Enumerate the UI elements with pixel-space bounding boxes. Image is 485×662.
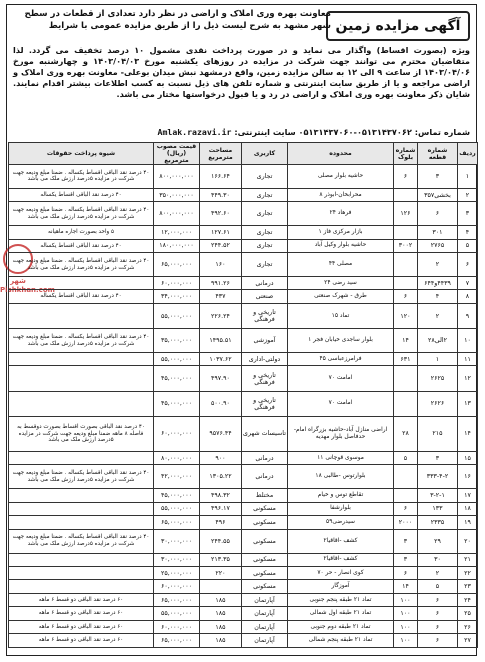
cell-usage: تجاری bbox=[242, 165, 288, 189]
cell-row-number: ۲۵ bbox=[458, 607, 478, 620]
cell-row-number: ۱۸ bbox=[458, 502, 478, 515]
table-row bbox=[9, 502, 478, 515]
table-row bbox=[9, 329, 478, 353]
cell-parcel-number: ۲الی۲۸ bbox=[418, 329, 458, 353]
cell-payment-terms: ۵ واحد بصورت اجاره ماهیانه bbox=[9, 226, 154, 239]
cell-size: ۲۴۴.۵۵ bbox=[200, 529, 242, 553]
cell-usage: تجاری bbox=[242, 253, 288, 277]
cell-usage: مسکونی bbox=[242, 516, 288, 529]
cell-block-number bbox=[394, 489, 418, 502]
table-row bbox=[9, 634, 478, 648]
cell-payment-terms: ۴۰ درصد نقد الباقی اقساط یکساله bbox=[9, 239, 154, 252]
cell-parcel-number: ۶ bbox=[418, 607, 458, 620]
table-row bbox=[9, 391, 478, 416]
cell-block-number: ۱۴ bbox=[394, 329, 418, 353]
cell-row-number: ۲۰ bbox=[458, 529, 478, 553]
cell-block-number: ۱۲۰ bbox=[394, 303, 418, 328]
cell-usage: آپارتمان bbox=[242, 607, 288, 620]
cell-size: ۱۲۷.۶۱ bbox=[200, 226, 242, 239]
cell-row-number: ۱۲ bbox=[458, 366, 478, 391]
cell-area-location: اراضی منازل آباد-حاشیه بزرگراه امام-حدفاصل بلوار مهدیه bbox=[288, 416, 394, 451]
table-row bbox=[9, 553, 478, 566]
cell-payment-terms: ۴۰ درصد نقد الباقی اقساط یکساله . ضمنا مبلغ ودیعه جهت شرکت در مزایده ۵درصد ارزش ملک می باشد bbox=[9, 329, 154, 353]
table-row bbox=[9, 366, 478, 391]
cell-usage: درمانی bbox=[242, 465, 288, 489]
cell-price: ۴۵,۰۰۰,۰۰۰ bbox=[154, 391, 200, 416]
cell-area-location: حاشیه بلوار مصلی bbox=[288, 165, 394, 189]
cell-price: ۱۸۰,۰۰۰,۰۰۰ bbox=[154, 239, 200, 252]
cell-size bbox=[200, 580, 242, 593]
table-row bbox=[9, 516, 478, 529]
cell-usage: تاریخی و فرهنگی bbox=[242, 366, 288, 391]
header-price: قیمت مصوب (ریال) مترمربع bbox=[154, 143, 200, 165]
cell-area-location: محرابخان-ابوذر ۸ bbox=[288, 188, 394, 201]
header-block-number: شماره بلوک bbox=[394, 143, 418, 165]
cell-area-location: مصلی ۴۴ bbox=[288, 253, 394, 277]
cell-block-number: ۶۳۱ bbox=[394, 353, 418, 366]
cell-area-location: سید رضی ۲۴ bbox=[288, 276, 394, 289]
header-parcel-number: شماره قطعه bbox=[418, 143, 458, 165]
table-row bbox=[9, 580, 478, 593]
cell-block-number: ۳۰۰۲ bbox=[394, 239, 418, 252]
cell-area-location: حاشیه بلوار وکیل آباد bbox=[288, 239, 394, 252]
cell-parcel-number: ۴۴۳۹و۶۴۴ bbox=[418, 276, 458, 289]
cell-block-number: ۱۰۰ bbox=[394, 620, 418, 633]
cell-row-number: ۲ bbox=[458, 188, 478, 201]
cell-row-number: ۲۱ bbox=[458, 553, 478, 566]
cell-size: ۱۸۵ bbox=[200, 620, 242, 633]
cell-price: ۵۵,۰۰۰,۰۰۰ bbox=[154, 502, 200, 515]
cell-area-location: تماد ۲۱ طبقه دوم جنوبی bbox=[288, 620, 394, 633]
cell-parcel-number: بخشی۳۵۷ bbox=[418, 188, 458, 201]
ad-title: آگهی مزایده زمین bbox=[326, 11, 470, 41]
table-row bbox=[9, 290, 478, 303]
cell-parcel-number: ۲ bbox=[418, 303, 458, 328]
table-row bbox=[9, 529, 478, 553]
cell-payment-terms bbox=[9, 276, 154, 289]
cell-parcel-number: ۳۰ bbox=[418, 553, 458, 566]
cell-payment-terms bbox=[9, 489, 154, 502]
cell-price: ۶۰,۰۰۰,۰۰۰ bbox=[154, 416, 200, 451]
cell-price: ۱۲,۰۰۰,۰۰۰ bbox=[154, 226, 200, 239]
cell-size: ۱۴۹۵.۵۱ bbox=[200, 329, 242, 353]
cell-parcel-number: ۲۱۵ bbox=[418, 416, 458, 451]
watermark-text-2: Pishkhan.com bbox=[0, 286, 55, 294]
header-row-number: ردیف bbox=[458, 143, 478, 165]
header-usage: کاربری bbox=[242, 143, 288, 165]
cell-size: ۱۸۵ bbox=[200, 634, 242, 648]
cell-area-location: فرامرزعباسی ۴۵ bbox=[288, 353, 394, 366]
cell-row-number: ۱۴ bbox=[458, 416, 478, 451]
cell-size: ۱۸۵ bbox=[200, 607, 242, 620]
table-row bbox=[9, 226, 478, 239]
cell-row-number: ۸ bbox=[458, 290, 478, 303]
cell-price: ۶۵,۰۰۰,۰۰۰ bbox=[154, 593, 200, 606]
cell-parcel-number: ۴ bbox=[418, 290, 458, 303]
cell-row-number: ۹ bbox=[458, 303, 478, 328]
cell-row-number: ۱۰ bbox=[458, 329, 478, 353]
cell-parcel-number: ۶ bbox=[418, 620, 458, 633]
cell-parcel-number: ۲ bbox=[418, 253, 458, 277]
cell-block-number bbox=[394, 366, 418, 391]
watermark-text-1: شهر bbox=[10, 277, 26, 285]
cell-area-location: سیدرضی۵۹ bbox=[288, 516, 394, 529]
cell-price: ۶۰,۰۰۰,۰۰۰ bbox=[154, 580, 200, 593]
cell-price: ۶۰,۰۰۰,۰۰۰ bbox=[154, 620, 200, 633]
cell-price: ۵۵,۰۰۰,۰۰۰ bbox=[154, 303, 200, 328]
cell-price: ۳۵,۰۰۰,۰۰۰ bbox=[154, 329, 200, 353]
cell-area-location: فرهاد ۲۴ bbox=[288, 202, 394, 226]
cell-area-location: امامت ۷۰ bbox=[288, 366, 394, 391]
cell-area-location: کشف -اقاقیا۲ bbox=[288, 553, 394, 566]
cell-area-location: بلوارشفا bbox=[288, 502, 394, 515]
cell-parcel-number: ۲۶۲۵ bbox=[418, 366, 458, 391]
cell-payment-terms: ۴۰ درصد نقد الباقی بصورت اقساط بصورت دوقسط به فاصله ۸ ماهه ضمنا مبلغ ودیعه جهت شرکت در مزایده ۵درصد ارزش ملک می باشد bbox=[9, 416, 154, 451]
cell-price: ۶۰,۰۰۰,۰۰۰ bbox=[154, 276, 200, 289]
cell-usage: مسکونی bbox=[242, 580, 288, 593]
table-row bbox=[9, 620, 478, 633]
cell-price: ۴۵,۰۰۰,۰۰۰ bbox=[154, 366, 200, 391]
cell-price: ۸۰۰,۰۰۰,۰۰۰ bbox=[154, 165, 200, 189]
cell-parcel-number: ۲۶۲۶ bbox=[418, 391, 458, 416]
cell-area-location: موسوی قوچانی ۱۱ bbox=[288, 451, 394, 464]
cell-payment-terms: ۶۰ درصد نقد الباقی دو قسط ۶ ماهه bbox=[9, 620, 154, 633]
cell-row-number: ۶ bbox=[458, 253, 478, 277]
cell-parcel-number: ۶ bbox=[418, 202, 458, 226]
auction-table bbox=[8, 142, 478, 648]
table-row bbox=[9, 188, 478, 201]
cell-row-number: ۱۹ bbox=[458, 516, 478, 529]
cell-size: ۴۹۶ bbox=[200, 516, 242, 529]
cell-size: ۹۵۷۶.۴۴ bbox=[200, 416, 242, 451]
cell-parcel-number: ۵ bbox=[418, 580, 458, 593]
cell-block-number bbox=[394, 391, 418, 416]
cell-payment-terms: ۴۰ درصد نقد الباقی اقساط یکساله bbox=[9, 188, 154, 201]
cell-parcel-number: ۲۷۶۵ bbox=[418, 239, 458, 252]
cell-row-number: ۴ bbox=[458, 226, 478, 239]
cell-price: ۸۰,۰۰۰,۰۰۰ bbox=[154, 451, 200, 464]
cell-block-number bbox=[394, 253, 418, 277]
cell-payment-terms bbox=[9, 303, 154, 328]
cell-area-location: امامت ۷۰ bbox=[288, 391, 394, 416]
cell-price: ۲۵,۰۰۰,۰۰۰ bbox=[154, 566, 200, 579]
cell-area-location: کشف -اقاقیا۲ bbox=[288, 529, 394, 553]
cell-size: ۱۶۰ bbox=[200, 253, 242, 277]
cell-parcel-number: ۳ bbox=[418, 451, 458, 464]
cell-size: ۱۰۳۷.۶۲ bbox=[200, 353, 242, 366]
cell-parcel-number: ۶ bbox=[418, 634, 458, 648]
cell-block-number bbox=[394, 188, 418, 201]
cell-area-location: تماد ۱۵ bbox=[288, 303, 394, 328]
header-size: مساحت مترمربع bbox=[200, 143, 242, 165]
cell-payment-terms: ۴۰ درصد نقد الباقی اقساط یکساله bbox=[9, 290, 154, 303]
cell-size: ۲۱۳.۳۵ bbox=[200, 553, 242, 566]
cell-payment-terms bbox=[9, 516, 154, 529]
cell-parcel-number: ۳۳۳-۴-۲ bbox=[418, 465, 458, 489]
cell-parcel-number: ۱ bbox=[418, 353, 458, 366]
cell-size: ۱۶۶.۶۴ bbox=[200, 165, 242, 189]
cell-block-number: ۶ bbox=[394, 502, 418, 515]
cell-block-number: ۱۲۶ bbox=[394, 202, 418, 226]
cell-price: ۸۰۰,۰۰۰,۰۰۰ bbox=[154, 202, 200, 226]
cell-payment-terms bbox=[9, 502, 154, 515]
cell-payment-terms: ۶۰ درصد نقد الباقی دو قسط ۶ ماهه bbox=[9, 634, 154, 648]
table-row bbox=[9, 202, 478, 226]
cell-price: ۶۵,۰۰۰,۰۰۰ bbox=[154, 634, 200, 648]
table-row bbox=[9, 416, 478, 451]
cell-price: ۴۵,۰۰۰,۰۰۰ bbox=[154, 489, 200, 502]
cell-size: ۱۸۵ bbox=[200, 593, 242, 606]
cell-block-number: ۶ bbox=[394, 290, 418, 303]
cell-row-number: ۱۱ bbox=[458, 353, 478, 366]
table-row bbox=[9, 276, 478, 289]
cell-usage: مختلط bbox=[242, 489, 288, 502]
cell-block-number: ۶ bbox=[394, 566, 418, 579]
cell-block-number: ۱۰۰ bbox=[394, 634, 418, 648]
cell-usage: مسکونی bbox=[242, 502, 288, 515]
cell-usage: آموزشی bbox=[242, 329, 288, 353]
cell-price: ۳۰,۰۰۰,۰۰۰ bbox=[154, 529, 200, 553]
table-row bbox=[9, 253, 478, 277]
cell-block-number bbox=[394, 276, 418, 289]
table-header-row bbox=[9, 143, 478, 165]
cell-parcel-number: ۳ bbox=[418, 165, 458, 189]
cell-area-location: بلوارتوس -طالبی ۱۸ bbox=[288, 465, 394, 489]
cell-row-number: ۱۵ bbox=[458, 451, 478, 464]
cell-row-number: ۵ bbox=[458, 239, 478, 252]
cell-payment-terms bbox=[9, 391, 154, 416]
cell-usage: تجاری bbox=[242, 239, 288, 252]
cell-row-number: ۲۳ bbox=[458, 580, 478, 593]
cell-size: ۲۲۰ bbox=[200, 566, 242, 579]
cell-size: ۴۳۷ bbox=[200, 290, 242, 303]
cell-price: ۶۵,۰۰۰,۰۰۰ bbox=[154, 253, 200, 277]
cell-area-location: بلوار ساجدی خیابان فجر ۱ bbox=[288, 329, 394, 353]
cell-area-location: طرق - شهرک صنعتی bbox=[288, 290, 394, 303]
cell-block-number: ۲۰۰۰ bbox=[394, 516, 418, 529]
cell-block-number bbox=[394, 226, 418, 239]
contact-row bbox=[13, 127, 470, 137]
cell-payment-terms bbox=[9, 566, 154, 579]
cell-row-number: ۱ bbox=[458, 165, 478, 189]
cell-area-location: بازار مرکزی فاز ۱ bbox=[288, 226, 394, 239]
cell-size: ۴۴۹.۳۰ bbox=[200, 188, 242, 201]
cell-usage: مسکونی bbox=[242, 529, 288, 553]
cell-usage: مسکونی bbox=[242, 553, 288, 566]
cell-parcel-number: ۶ bbox=[418, 593, 458, 606]
cell-price: ۶۵,۰۰۰,۰۰۰ bbox=[154, 516, 200, 529]
cell-row-number: ۱۷ bbox=[458, 489, 478, 502]
cell-parcel-number: ۳-۲-۱ bbox=[418, 489, 458, 502]
cell-area-location: کوی انصار - حر ۷۰ bbox=[288, 566, 394, 579]
cell-usage: آپارتمان bbox=[242, 634, 288, 648]
cell-row-number: ۱۶ bbox=[458, 465, 478, 489]
cell-area-location: تماد ۲۱ طبقه اول شمالی bbox=[288, 607, 394, 620]
cell-block-number: ۳ bbox=[394, 529, 418, 553]
cell-payment-terms: ۴۰ درصد نقد الباقی اقساط یکساله . ضمنا مبلغ ودیعه جهت شرکت در مزایده ۵درصد ارزش ملک می باشد bbox=[9, 253, 154, 277]
cell-price: ۳۵۰,۰۰۰,۰۰۰ bbox=[154, 188, 200, 201]
cell-payment-terms bbox=[9, 353, 154, 366]
cell-row-number: ۷ bbox=[458, 276, 478, 289]
cell-usage: دولتی-اداری bbox=[242, 353, 288, 366]
cell-usage: تاریخی و فرهنگی bbox=[242, 303, 288, 328]
header-area-location: محدوده bbox=[288, 143, 394, 165]
cell-usage: تجاری bbox=[242, 202, 288, 226]
cell-usage: درمانی bbox=[242, 276, 288, 289]
table-row bbox=[9, 303, 478, 328]
cell-price: ۳۰,۰۰۰,۰۰۰ bbox=[154, 553, 200, 566]
cell-usage: تاسیسات شهری bbox=[242, 416, 288, 451]
cell-parcel-number: ۲۳۳۵ bbox=[418, 516, 458, 529]
cell-payment-terms bbox=[9, 451, 154, 464]
cell-usage: درمانی bbox=[242, 451, 288, 464]
cell-payment-terms: ۴۰ درصد نقد الباقی اقساط یکساله . ضمنا مبلغ ودیعه جهت شرکت در مزایده ۵درصد ارزش ملک می باشد bbox=[9, 165, 154, 189]
cell-price: ۳۴,۰۰۰,۰۰۰ bbox=[154, 290, 200, 303]
cell-area-location: تقاطع توس و خیام bbox=[288, 489, 394, 502]
cell-payment-terms: ۴۰ درصد نقد الباقی اقساط یکساله . ضمنا مبلغ ودیعه جهت شرکت در مزایده ۵درصد ارزش ملک می باشد bbox=[9, 529, 154, 553]
cell-row-number: ۲۴ bbox=[458, 593, 478, 606]
cell-payment-terms: ۴۰ درصد نقد الباقی اقساط یکساله . ضمنا مبلغ ودیعه جهت شرکت در مزایده ۵درصد ارزش ملک می باشد bbox=[9, 465, 154, 489]
contact-phones: شماره تماس: ۰۵۱۳۱۴۳۷۰۶۲-۰۵۱۳۱۴۳۷۰۶۰ سایت اینترنتی: bbox=[234, 127, 470, 137]
table-row bbox=[9, 489, 478, 502]
cell-usage: تجاری bbox=[242, 188, 288, 201]
cell-area-location: آموزگار bbox=[288, 580, 394, 593]
cell-parcel-number: ۳۰۱ bbox=[418, 226, 458, 239]
table-row bbox=[9, 593, 478, 606]
cell-block-number: ۱۴ bbox=[394, 580, 418, 593]
cell-payment-terms bbox=[9, 553, 154, 566]
cell-area-location: تماد ۲۱ طبقه پنجم جنوبی bbox=[288, 593, 394, 606]
ad-intro-text: ویژه (بصورت اقساط) واگذار می نماید و در صورت پرداخت نقدی مشمول ۱۰ درصد تخفیف می گردد. لذا متقاضیان محترم می توانند جهت شرکت در مزایده در روزهای یکشنبه مورخ ۱۴۰۳/۰۴/۰۳ و چهارشنبه مورخ ۱۴۰۳/۰۴/۰۶ از ساعت ۹ الی ۱۲ به سالن مزایده زمین، واقع درمشهد نبش میدان بوعلی- معاونت بهره وری املاک و اراضی مراجعه و یا از طریق سایت اینترنتی و شماره تلفن های ذیل نسبت به کسب اطلاعات بیشتر اقدام نمایند. شایان ذکر معاونت بهره وری املاک و اراضی در رد و یا قبول درخواستها مختار می باشد. bbox=[13, 45, 470, 99]
cell-usage: مسکونی bbox=[242, 566, 288, 579]
table-row bbox=[9, 566, 478, 579]
table-row bbox=[9, 607, 478, 620]
cell-payment-terms bbox=[9, 366, 154, 391]
cell-block-number: ۵ bbox=[394, 451, 418, 464]
website-link[interactable]: Amlak.razavi.ir bbox=[157, 127, 232, 137]
cell-block-number: ۲۸ bbox=[394, 416, 418, 451]
table-row bbox=[9, 465, 478, 489]
cell-size: ۴۹۷.۹۰ bbox=[200, 366, 242, 391]
cell-row-number: ۲۲ bbox=[458, 566, 478, 579]
cell-block-number bbox=[394, 465, 418, 489]
cell-size: ۹۹۱.۲۶ bbox=[200, 276, 242, 289]
cell-size: ۴۹۸.۳۲ bbox=[200, 489, 242, 502]
cell-usage: آپارتمان bbox=[242, 620, 288, 633]
cell-payment-terms: ۶۰ درصد نقد الباقی دو قسط ۶ ماهه bbox=[9, 607, 154, 620]
cell-price: ۵۵,۰۰۰,۰۰۰ bbox=[154, 607, 200, 620]
cell-parcel-number: ۲۹ bbox=[418, 529, 458, 553]
cell-row-number: ۲۶ bbox=[458, 620, 478, 633]
cell-parcel-number: ۱۳۳ bbox=[418, 502, 458, 515]
cell-block-number: ۳ bbox=[394, 553, 418, 566]
table-row bbox=[9, 239, 478, 252]
header-payment-terms: شیوه پرداخت حقوقات bbox=[9, 143, 154, 165]
table-row bbox=[9, 451, 478, 464]
cell-payment-terms bbox=[9, 580, 154, 593]
cell-row-number: ۳ bbox=[458, 202, 478, 226]
table-row bbox=[9, 165, 478, 189]
cell-size: ۴۹۶.۱۷ bbox=[200, 502, 242, 515]
cell-price: ۵۵,۰۰۰,۰۰۰ bbox=[154, 353, 200, 366]
ad-header bbox=[9, 7, 474, 43]
cell-size: ۲۴۴.۵۲ bbox=[200, 239, 242, 252]
cell-usage: تجاری bbox=[242, 226, 288, 239]
cell-payment-terms: ۶۰ درصد نقد الباقی دو قسط ۶ ماهه bbox=[9, 593, 154, 606]
cell-row-number: ۱۳ bbox=[458, 391, 478, 416]
cell-price: ۴۲,۰۰۰,۰۰۰ bbox=[154, 465, 200, 489]
cell-block-number: ۱۰۰ bbox=[394, 593, 418, 606]
cell-usage: تاریخی و فرهنگی bbox=[242, 391, 288, 416]
cell-size: ۱۳۰۵.۲۲ bbox=[200, 465, 242, 489]
cell-usage: آپارتمان bbox=[242, 593, 288, 606]
cell-size: ۲۲۶.۲۴ bbox=[200, 303, 242, 328]
cell-area-location: تماد ۲۱ طبقه پنجم شمالی bbox=[288, 634, 394, 648]
table-row bbox=[9, 353, 478, 366]
cell-usage: صنعتی bbox=[242, 290, 288, 303]
cell-size: ۹۰۰ bbox=[200, 451, 242, 464]
cell-parcel-number: ۲ bbox=[418, 566, 458, 579]
cell-size: ۵۰۰.۹۰ bbox=[200, 391, 242, 416]
cell-size: ۴۹۲.۶۰ bbox=[200, 202, 242, 226]
ad-subtitle: معاونت بهره وری املاک و اراضی در نظر دارد تعدادی از قطعات در سطح شهر مشهد به شرح لیست ذیل را از طریق مزایده عمومی با شرایط bbox=[24, 9, 331, 31]
cell-block-number: ۶ bbox=[394, 165, 418, 189]
cell-block-number: ۱۰۰ bbox=[394, 607, 418, 620]
cell-row-number: ۲۷ bbox=[458, 634, 478, 648]
cell-payment-terms: ۴۰ درصد نقد الباقی اقساط یکساله . ضمنا مبلغ ودیعه جهت شرکت در مزایده ۵درصد ارزش ملک می باشد bbox=[9, 202, 154, 226]
